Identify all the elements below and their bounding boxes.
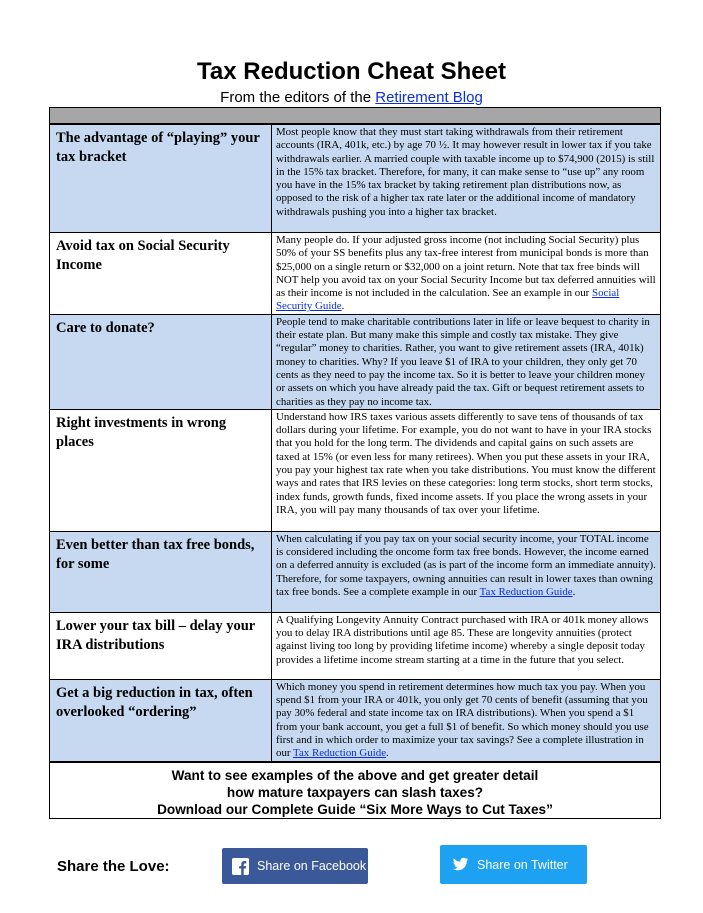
social-security-guide-link[interactable]: Social Security Guide [276,287,620,313]
answer-text: Many people do. If your adjusted gross income (not including Social Security) plus 50% of your SS benefits plus any tax-free interest from municipal bonds is more than $25,000 on a single return or $32,000 on a joint return. Note that tax free binds will NOT help you avoid tax on your Social Security Income but tax deferred annuities will as their income is not included in the calculation. See an example in our [276,234,656,300]
page-title: Tax Reduction Cheat Sheet [197,58,506,85]
row-question: The advantage of “playing” your tax bracket [50,125,272,233]
answer-text: Most people know that they must start taking withdrawals from their retirement accounts (IRA, 401k, etc.) by age 70 ½. It may however result in lower tax if you take withdrawals earlier. A married couple with taxable income up to $74,900 (2015) is still in the 15% tax bracket. Therefore, for many, it can make sense to “use up” any room you have in the 15% tax bracket by taking retirement plan distributions now, as opposed to the risk of a higher tax rate later or the additional income of mandatory withdrawals pushing you into a higher tax bracket. [276,126,655,218]
row-question: Right investments in wrong places [50,409,272,531]
cta-line-3: Download our Complete Guide “Six More Ways to Cut Taxes” [157,802,553,817]
twitter-bird-icon [452,856,469,873]
row-answer [272,233,661,315]
row-question: Care to donate? [50,314,272,409]
table-row [50,233,661,315]
cta-line-1: Want to see examples of the above and get greater detail [171,768,539,783]
tax-reduction-guide-link[interactable]: Tax Reduction Guide [293,747,387,760]
row-answer [272,409,661,531]
table-row [50,612,661,679]
page-subtitle [0,89,703,106]
answer-text: Which money you spend in retirement determines how much tax you pay. When you spend $1 from your IRA or 401k, you only get 70 cents of benefit (assuming that you pay 30% federal and state income tax on IRA distributions). When you spend a $1 from your bank account, you get a full $1 of benefit. So which money should you use first and in which order to maximize your tax savings? See a complete illustration in our [276,680,649,760]
row-answer [272,679,661,762]
row-question: Avoid tax on Social Security Income [50,233,272,315]
answer-text: Understand how IRS taxes various assets differently to save tens of thousands of tax dollars during your lifetime. For example, you do not want to have in your IRA stocks that you hold for the long term. The dividends and capital gains on such assets are taxed at 15% (or even less for many retirees). When you put these assets in your IRA, you pay your highest tax rate when you take distributions. You must know the different ways and rates that IRS levies on these categories: long term stocks, short term stocks, index funds, growth funds, fixed income assets. If you place the wrong assets in your IRA, you will pay many thousands of tax over your lifetime. [276,410,656,516]
cta-line-2: how mature taxpayers can slash taxes? [226,785,484,800]
answer-text: A Qualifying Longevity Annuity Contract purchased with IRA or 401k money allows you to delay IRA distributions until age 85. These are longevity annuities (protect against living too long by providing lifetime income) whereby a single deposit today provides a lifetime income stream starting at a time in the future that you select. [276,613,649,666]
share-label: Share the Love: [57,858,170,875]
row-question: Even better than tax free bonds, for some [50,531,272,612]
row-answer [272,531,661,612]
share-twitter-button[interactable] [440,845,587,884]
table-header-bar [49,107,661,124]
answer-suffix: . [572,586,576,599]
table-row [50,679,661,762]
row-question: Lower your tax bill – delay your IRA distributions [50,612,272,679]
twitter-button-label: Share on Twitter [477,857,568,872]
cheat-sheet-table [49,124,661,763]
table-row [50,531,661,612]
facebook-icon [232,858,249,875]
table-row [50,314,661,409]
download-guide-callout[interactable] [49,761,661,819]
retirement-blog-link[interactable]: Retirement Blog [375,89,483,106]
answer-text: When calculating if you pay tax on your social security income, your TOTAL income is considered including the oncome form tax free bonds. However, the income earned on a deferred annuity is excluded (as is part of the income form an immediate annuity). Therefore, for some taxpayers, owning annuities can result in lower taxes than owning tax free bonds. See a complete example in our [276,532,656,599]
tax-reduction-guide-link[interactable]: Tax Reduction Guide [479,586,573,599]
row-answer [272,125,661,233]
answer-text: People tend to make charitable contributions later in life or leave bequest to charity in their estate plan. But many make this simple and costly tax mistake. They give “regular” money to charities. Rather, you want to give retirement assets (IRA, 401k) money to charities. Why? If you leave $1 of IRA to your children, they only get 70 cents as they need to pay the income tax. So it is better to leave your children money or assets on which you have already paid the tax. Gift or bequest retirement assets to charities as they pay no income tax. [276,315,650,408]
share-facebook-button[interactable] [222,848,368,884]
answer-suffix: . [341,300,345,313]
table-row [50,409,661,531]
row-answer [272,612,661,679]
table-row [50,125,661,233]
row-question: Get a big reduction in tax, often overlooked “ordering” [50,679,272,762]
subtitle-prefix: From the editors of the [220,89,376,106]
facebook-button-label: Share on Facebook [257,859,367,873]
answer-suffix: . [386,747,389,760]
row-answer [272,314,661,409]
